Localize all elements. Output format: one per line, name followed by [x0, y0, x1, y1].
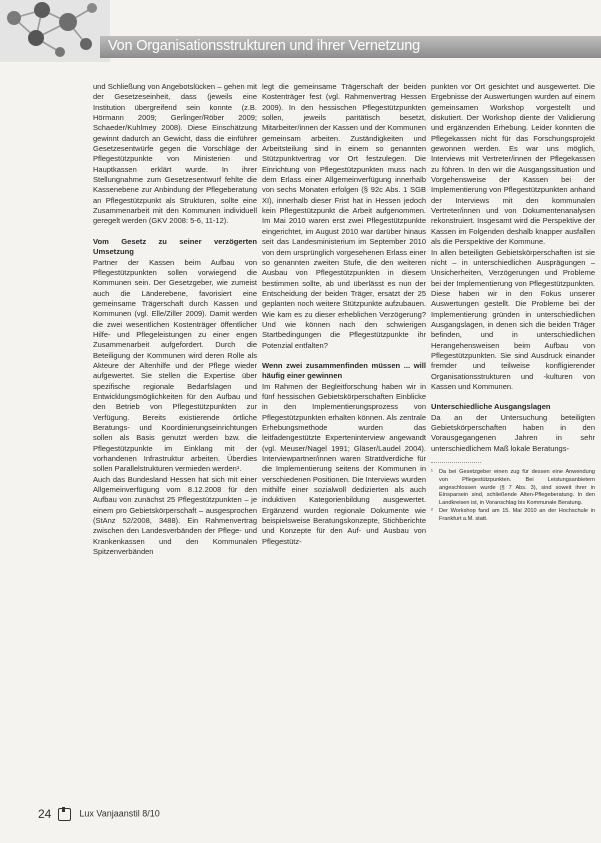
- paragraph: Im Rahmen der Begleitforschung haben wir in fünf hessischen Gebietskörperschaften Einblicke in den Implementierungsprozess von Pflegestützpunkten erhalten können. Als zentrale Erhebungsmethode wurden das leitfadengestützte Experteninterview angewandt (vgl. Meuser/Nagel 1991; Gläser/Laudel 2004). Interviewpartner/innen waren Stratdverdiche für die Implementierung seitens der Kommunen in verschiedenen Positionen. Die Interviews wurden mithilfe einer sozialwoll dedizierten als auch induktiven Kategorienbildung ausgewertet. Ergänzend wurden regionale Dokumente wie beispielsweise Beratungskonzepte, Stichberichte und Konzepte für den Auf- und Ausbau von Pflegestütz-: [262, 381, 426, 546]
- magazine-name: Lux Vanjaanstil 8/10: [79, 808, 160, 819]
- text-column-2: [262, 82, 426, 547]
- footnote: [431, 469, 595, 508]
- title-bar: [100, 36, 601, 58]
- footnote-number: ²: [431, 508, 433, 515]
- page-footer: [38, 807, 160, 821]
- page-number: 24: [38, 807, 52, 821]
- section-title: Von Organisationsstrukturen und ihrer Vernetzung: [108, 38, 421, 54]
- paragraph: und Schließung von Angebotslücken – gehen mit der Gesetzeseinheit, dass (jeweils eine Institution übergreifend sein konnte (z.B. Hörmann 2009; Gerlinger/Röber 2009; Schaeder/Kuhlmey 2008). Diese Einschätzung gewinnt dadurch an Gewicht, dass die einführer Gesetzesentwürfe gegen die Vorschläge der Pflegestützpunkte von Ministerien und Hauptkassen erklärt wurde. In ihrer Stellungnahme zum Gesetzesentwurf fehlte die Kassenebene zur Anbindung der Pflegeberatung an Pflegestützpunkt als Strukturen, sollte eine Zusammenarbeit mit den Kommunen individuell geregelt werden (GKV 2008: 5-6, 11-12).: [93, 82, 257, 226]
- paragraph: Partner der Kassen beim Aufbau von Pflegestützpunkten sollen vorwiegend die Kommunen sein. Der Gesetzgeber, wie zumeist auch die Länderebene, favorisiert eine gemeinsame Trägerschaft durch Kassen und Kommunen (vgl. Elle/Ziller 2009). Damit werden die zwei wesentlichen Kostenträger öffentlicher Hilfe- und Pflegeleistungen zu einer engen Zusammenarbeit aufgefordert. Durch die Beteiligung der Kommunen wird deren Rolle als Akteure der Altenhilfe und der Pflege wieder aufgewertet. Sie stellen die Expertise über spezifische regionale Bedarfslagen und Entwicklungsmöglichkeiten für den Aufbau und den Betrieb von Pflegestützpunkten zur Verfügung. Bereits existierende örtliche Beratungs- und Koordinierungseinrichtungen sollen als Basis genutzt werden bzw. die Pflegestützpunkte im Einklang mit der vorhandenen Infrastruktur arbeiten. Überdies sollen Parallelstrukturen vermieden werden¹.: [93, 257, 257, 474]
- text-column-1: [93, 82, 257, 557]
- subheading: Vom Gesetz zu seiner verzögerten Umsetzung: [93, 236, 257, 257]
- paragraph: punkten vor Ort gesichtet und ausgewertet. Die Ergebnisse der Auswertungen wurden auf einem gemeinsamen Workshop vorgestellt und diskutiert. Der Workshop diente der Validierung und ergänzenden Erhebung. Leider konnten die Pflegekassen nicht für das Forschungsprojekt gewonnen werden. Es war uns möglich, Interviews mit Vertreter/innen der Pflegekassen zu führen. In den wir die Ausgangssituation und Vorgehensweise der Kassen bei der Implementierung von Pflegestützpunkten anhand der Interviews mit den kommunalen Vertreter/innen und von Dokumentenanalysen rekonstruiert. Insgesamt wird die Perspektive der Kassen im Folgenden deshalb knapper ausfallen als die Perspektive der Kommune.: [431, 82, 595, 247]
- network-molecule-logo: [0, 0, 110, 62]
- footnote-divider: [431, 462, 481, 463]
- paragraph: legt die gemeinsame Trägerschaft der beiden Kostenträger fest (vgl. Rahmenvertrag Hessen 2009). In den hessischen Pflegestützpunkten sollen, jeweils paritätisch besetzt, Mitarbeiter/innen der Kassen und der Kommunen gemeinsam arbeiten. Zuständigkeiten und Arbeitsteilung sind in einem so genannten Stützpunktvertrag vor Ort festzulegen. Die Einrichtung von Pflegestützpunkten muss nach dem Erlass einer Allgemeinverfügung innerhalb von sechs Monaten erfolgen (§ 92c Abs. 1 SGB XI), innerhalb dieser Frist hat in Hessen jedoch kein Pflegestützpunkt die Arbeit aufgenommen. Im Mai 2010 waren erst zwei Pflegestützpunkte eingerichtet, im August 2010 war darüber hinaus seit das Landesministerium im September 2010 von dem ursprünglich vorgesehenen Erlass einer so genannten zweiten Stufe, die den weiteren Ausbau von Pflegestützpunkten in diesem bestimmen sollte, ab und überlässt es nun der Entscheidung der beiden Träger, ersatzt der 25 geplanten noch weitere Stützpunkte aufzubauen. Wie kam es zu dieser erheblichen Verzögerung? Und wie können nach den schwierigen Startbedingungen die Pflegestützpunkte ihr Potenzial entfalten?: [262, 82, 426, 350]
- magazine-logo-icon: [58, 808, 71, 821]
- paragraph: In allen beteiligten Gebietskörperschaften ist sie nicht – in unterschiedlichen Ausprägungen – Unsicherheiten, Verzögerungen und Probleme bei der Implementierung von Pflegestützpunkten. Diese haben wir in den Fokus unserer Auswertungen gestellt. Die Probleme bei der Implementierung gründen in unterschiedlichen Ausgangslagen, in denen sich die beiden Träger befinden, und in unterschiedlichen Herangehensweisen beim Aufbau von Pflegestützpunkten. Sie sind Ausdruck einander fremder und teilweise konfligierender Organisationsstrukturen und -kulturen von Kassen und Kommunen.: [431, 247, 595, 391]
- footnote-text: Da bei Gesetzgeber einen zug für dessen eine Anwendung von Pflegestützpunkten. Bei Leistungsanbietern angeschlossen wurde (§ 7 Abs. 3), sind soweit ihrer in Einsparsein sind, schließende Alten-Pflegeberatung. In den Landkreisen ist, in Voranschlag bis Kommunale Beratung.: [439, 469, 595, 507]
- subheading: Wenn zwei zusammenfinden müssen ... will häufig einer gewinnen: [262, 360, 426, 381]
- text-column-3: [431, 82, 595, 524]
- page-header: [0, 0, 601, 62]
- footnote-number: ¹: [431, 469, 433, 476]
- footnote-text: Der Workshop fand am 15. Mai 2010 an der Hochschule in Frankfurt a.M. statt.: [439, 508, 595, 522]
- paragraph: Auch das Bundesland Hessen hat sich mit einer Allgemeinverfügung vom 8.12.2008 für den Aufbau von zunächst 25 Pflegestützpunkten – je einem pro Gebietskörperschaft – ausgesprochen (StAnz 52/2008, 3488). Ein Rahmenvertrag zwischen den Landesverbänden der Pflege- und Krankenkassen und den Kommunalen Spitzenverbänden: [93, 474, 257, 557]
- subheading: Unterschiedliche Ausgangslagen: [431, 402, 551, 412]
- footnote: [431, 508, 595, 524]
- paragraph: Da an der Untersuchung beteiligten Gebietskörperschaften haben in den Vorausgegangenen Jahren in sehr unterschiedlichem Maß lokale Beratungs-: [431, 412, 595, 453]
